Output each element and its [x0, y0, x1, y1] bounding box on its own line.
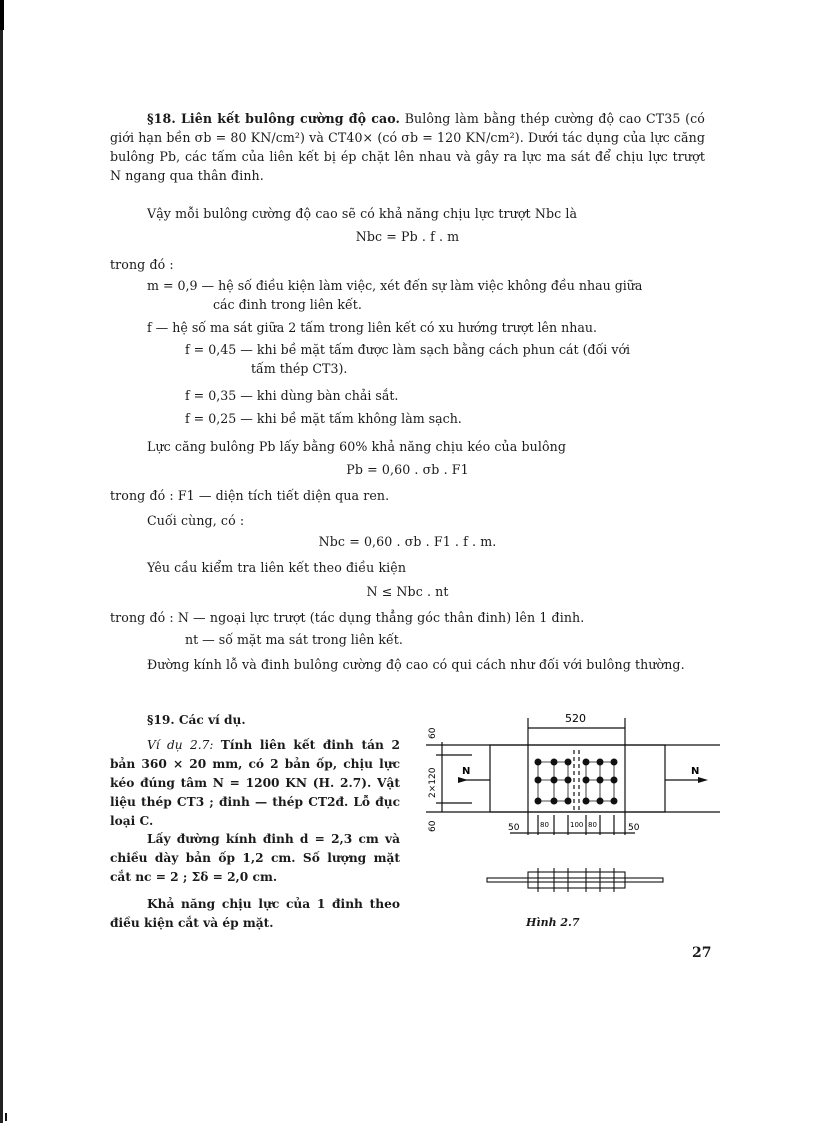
- f1-definition: trong đó : F1 — diện tích tiết diện qua ren.: [110, 488, 390, 503]
- f-definition: f — hệ số ma sát giữa 2 tấm trong liên kết có xu hướng trượt lên nhau.: [147, 320, 597, 335]
- m-definition: [147, 276, 705, 314]
- formula-final-capacity: Nbc = 0,60 . σb . F1 . f . m.: [318, 534, 497, 549]
- example-label: Ví dụ 2.7:: [147, 738, 214, 752]
- dim-left-mid-label: 2×120: [428, 767, 438, 798]
- figure-2-7: [420, 700, 720, 900]
- dim-top-label: 520: [565, 712, 586, 725]
- f-value-035: f = 0,35 — khi dùng bàn chải sắt.: [185, 388, 399, 403]
- f-value-045: [185, 340, 705, 378]
- section-view: [487, 868, 663, 892]
- finally-label: Cuối cùng, có :: [147, 513, 245, 528]
- force-left-label: N: [462, 766, 471, 777]
- m-definition-line-1: m = 0,9 — hệ số điều kiện làm việc, xét đến sự làm việc không đều nhau giữa: [147, 278, 643, 293]
- f-value-045-line-1: f = 0,45 — khi bề mặt tấm được làm sạch bằng cách phun cát (đối với: [185, 342, 631, 357]
- riveted-splice-diagram: [420, 700, 720, 900]
- formula-check: N ≤ Nbc . nt: [366, 584, 449, 599]
- section-18-intro: Bulông làm bằng thép cường độ cao CT35 (có giới hạn bền σb = 80 KN/cm²) và CT40× (có σb = 120 KN/cm²). Dưới tác dụng của lực căng bulông Pb, các tấm của liên kết bị ép chặt lên nhau và gây ra lực ma sát để chịu lực trượt N ngang qua thân đinh.: [110, 111, 706, 183]
- dim-bottom-1: 50: [508, 823, 520, 833]
- n-definition: trong đó : N — ngoại lực trượt (tác dụng thẳng góc thân đinh) lên 1 đinh.: [110, 610, 585, 625]
- m-definition-line-2: các đinh trong liên kết.: [213, 297, 362, 312]
- check-sentence: Yêu cầu kiểm tra liên kết theo điều kiện: [147, 560, 407, 575]
- tension-sentence: Lực căng bulông Pb lấy bằng 60% khả năng chịu kéo của bulông: [147, 439, 567, 454]
- dim-left-bottom-label: 60: [428, 820, 438, 832]
- capacity-sentence: Vậy mỗi bulông cường độ cao sẽ có khả năng chịu lực trượt Nbc là: [147, 206, 578, 221]
- page-number: 27: [692, 945, 712, 961]
- dim-left-top-label: 60: [428, 727, 438, 739]
- rivet-capacity-text: Khả năng chịu lực của 1 đinh theo điều kiện cắt và ép mặt.: [110, 897, 400, 930]
- force-right-label: N: [691, 766, 700, 777]
- example-2-7: [110, 736, 400, 831]
- dim-bottom-5: 50: [628, 823, 640, 833]
- f-value-045-line-2: tấm thép CT3).: [251, 361, 348, 376]
- dim-bottom-4: 80: [588, 821, 597, 829]
- f-value-025: f = 0,25 — khi bề mặt tấm không làm sạch.: [185, 411, 462, 426]
- dim-bottom-2: 80: [540, 821, 549, 829]
- formula-tension: Pb = 0,60 . σb . F1: [346, 462, 469, 477]
- where-label: trong đó :: [110, 257, 174, 272]
- rivet-diameter-text: Lấy đường kính đinh d = 2,3 cm và chiều dày bản ốp 1,2 cm. Số lượng mặt cắt nc = 2 ; Σδ = 2,0 cm.: [110, 832, 400, 884]
- section-18-paragraph: [110, 109, 705, 185]
- dim-bottom-3: 100: [570, 821, 584, 829]
- formula-capacity: Nbc = Pb . f . m: [355, 229, 460, 244]
- figure-caption: Hình 2.7: [526, 916, 580, 929]
- section-19-heading: §19. Các ví dụ.: [147, 713, 246, 727]
- section-18-heading: §18. Liên kết bulông cường độ cao.: [147, 111, 400, 126]
- diameter-note: Đường kính lỗ và đinh bulông cường độ cao có qui cách như đối với bulông thường.: [147, 657, 685, 672]
- example-text: Tính liên kết đinh tán 2 bản 360 × 20 mm, có 2 bản ốp, chịu lực kéo đúng tâm N = 1200 KN (H. 2.7). Vật liệu thép CT3 ; đinh — thép CT2đ. Lỗ đục loại C.: [110, 738, 400, 828]
- nt-definition: nt — số mặt ma sát trong liên kết.: [185, 632, 403, 647]
